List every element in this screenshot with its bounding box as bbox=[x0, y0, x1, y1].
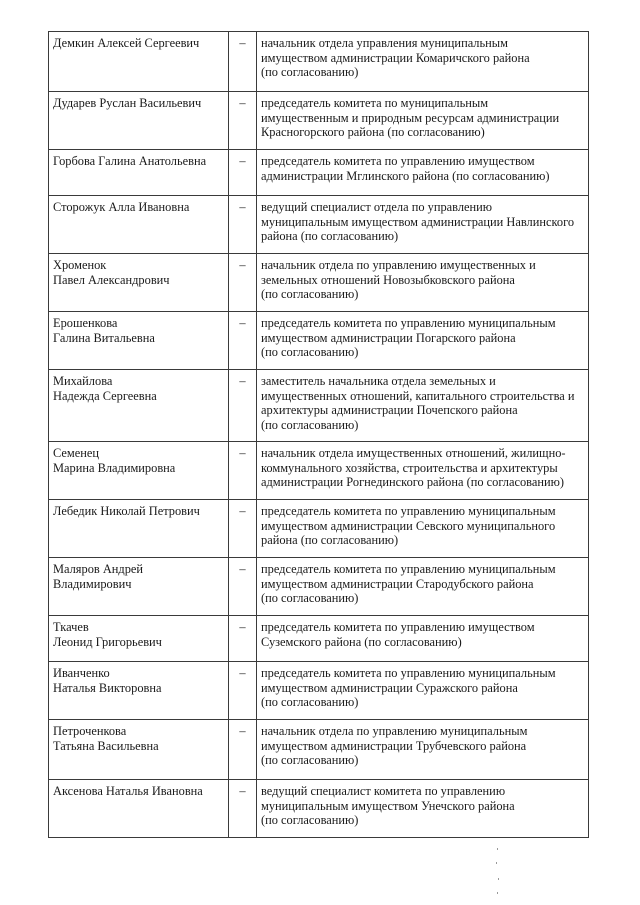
member-position-line: земельных отношений Новозыбковского района bbox=[261, 272, 515, 287]
member-position-line: муниципальным имуществом администрации Навлинского bbox=[261, 214, 575, 229]
member-position-line: Суземского района (по согласованию) bbox=[261, 634, 462, 649]
member-position-line: начальник отдела управления муниципальным bbox=[261, 36, 508, 50]
member-name-line: Михайлова bbox=[53, 374, 113, 388]
table-row bbox=[49, 442, 589, 500]
dash-separator-cell bbox=[229, 720, 257, 780]
member-position-cell bbox=[257, 720, 589, 780]
dash-separator-cell bbox=[229, 150, 257, 196]
member-position-cell bbox=[257, 150, 589, 196]
member-position-line: председатель комитета по муниципальным bbox=[261, 96, 489, 110]
member-position-cell bbox=[257, 32, 589, 92]
member-name-cell bbox=[49, 662, 229, 720]
table-row bbox=[49, 32, 589, 92]
table-row bbox=[49, 196, 589, 254]
member-name-cell bbox=[49, 442, 229, 500]
member-position-line: района (по согласованию) bbox=[261, 533, 399, 548]
member-position-cell bbox=[257, 92, 589, 150]
member-name-line: Марина Владимировна bbox=[53, 460, 176, 475]
member-name-line: Сторожук Алла Ивановна bbox=[53, 200, 190, 214]
member-position-cell bbox=[257, 558, 589, 616]
document-page bbox=[48, 31, 588, 838]
dash-separator-cell bbox=[229, 370, 257, 442]
dash-separator-cell bbox=[229, 254, 257, 312]
dash-separator: – bbox=[239, 374, 246, 388]
table-body bbox=[49, 32, 589, 838]
member-name-line: Владимирович bbox=[53, 576, 132, 591]
member-position-line: администрации Мглинского района (по согласованию) bbox=[261, 168, 550, 183]
table-row bbox=[49, 662, 589, 720]
member-position-line: (по согласованию) bbox=[261, 287, 359, 302]
table-row bbox=[49, 500, 589, 558]
member-position-cell bbox=[257, 254, 589, 312]
table-row bbox=[49, 558, 589, 616]
table-row bbox=[49, 312, 589, 370]
dash-separator: – bbox=[239, 258, 246, 272]
member-name-line: Петроченкова bbox=[53, 724, 127, 738]
member-name-cell bbox=[49, 720, 229, 780]
member-position-line: (по согласованию) bbox=[261, 345, 359, 360]
table-row bbox=[49, 254, 589, 312]
dash-separator: – bbox=[239, 154, 246, 168]
member-name-line: Семенец bbox=[53, 446, 100, 460]
member-position-line: (по согласованию) bbox=[261, 753, 359, 768]
member-name-line: Галина Витальевна bbox=[53, 330, 155, 345]
dash-separator-cell bbox=[229, 616, 257, 662]
member-position-line: ведущий специалист комитета по управлению bbox=[261, 784, 506, 798]
member-position-line: администрации Рогнединского района (по согласованию) bbox=[261, 475, 564, 490]
member-position-line: имуществом администрации Севского муниципального bbox=[261, 518, 556, 533]
dash-separator: – bbox=[239, 446, 246, 460]
member-position-cell bbox=[257, 442, 589, 500]
member-name-line: Горбова Галина Анатольевна bbox=[53, 154, 207, 168]
member-position-line: ведущий специалист отдела по управлению bbox=[261, 200, 493, 214]
dash-separator-cell bbox=[229, 32, 257, 92]
dash-separator-cell bbox=[229, 92, 257, 150]
member-name-cell bbox=[49, 254, 229, 312]
member-position-line: архитектуры администрации Почепского района bbox=[261, 403, 518, 418]
member-position-line: председатель комитета по управлению муниципальным bbox=[261, 562, 556, 576]
member-name-cell bbox=[49, 32, 229, 92]
dash-separator: – bbox=[239, 784, 246, 798]
dash-separator-cell bbox=[229, 442, 257, 500]
member-name-line: Аксенова Наталья Ивановна bbox=[53, 784, 203, 798]
dash-separator: – bbox=[239, 200, 246, 214]
member-name-cell bbox=[49, 92, 229, 150]
member-position-line: начальник отдела по управлению имущественных и bbox=[261, 258, 536, 272]
member-name-line: Ткачев bbox=[53, 620, 89, 634]
member-position-line: председатель комитета по управлению муниципальным bbox=[261, 316, 556, 330]
member-name-cell bbox=[49, 312, 229, 370]
member-position-line: Красногорского района (по согласованию) bbox=[261, 125, 485, 140]
dash-separator-cell bbox=[229, 196, 257, 254]
member-position-line: (по согласованию) bbox=[261, 695, 359, 710]
member-position-line: (по согласованию) bbox=[261, 591, 359, 606]
member-name-line: Иванченко bbox=[53, 666, 110, 680]
member-name-line: Лебедик Николай Петрович bbox=[53, 504, 200, 518]
member-name-line: Маляров Андрей bbox=[53, 562, 144, 576]
table-row bbox=[49, 92, 589, 150]
scan-specks bbox=[496, 848, 500, 898]
member-name-line: Павел Александрович bbox=[53, 272, 170, 287]
table-row bbox=[49, 370, 589, 442]
member-position-line: (по согласованию) bbox=[261, 417, 359, 432]
member-position-line: председатель комитета по управлению имуществом bbox=[261, 154, 535, 168]
member-position-line: имуществом администрации Суражского района bbox=[261, 680, 518, 695]
table-row bbox=[49, 720, 589, 780]
member-position-line: имуществом администрации Трубчевского района bbox=[261, 738, 527, 753]
dash-separator: – bbox=[239, 724, 246, 738]
member-position-line: председатель комитета по управлению имуществом bbox=[261, 620, 535, 634]
member-name-line: Ерошенкова bbox=[53, 316, 118, 330]
member-name-line: Дударев Руслан Васильевич bbox=[53, 96, 202, 110]
member-position-line: председатель комитета по управлению муниципальным bbox=[261, 504, 556, 518]
dash-separator: – bbox=[239, 504, 246, 518]
table-row bbox=[49, 616, 589, 662]
member-name-line: Надежда Сергеевна bbox=[53, 388, 157, 403]
member-name-cell bbox=[49, 370, 229, 442]
member-position-cell bbox=[257, 312, 589, 370]
dash-separator: – bbox=[239, 620, 246, 634]
member-name-cell bbox=[49, 500, 229, 558]
member-position-line: имуществом администрации Стародубского района bbox=[261, 576, 534, 591]
member-position-line: муниципальным имуществом Унечского района bbox=[261, 798, 515, 813]
member-name-line: Татьяна Васильевна bbox=[53, 738, 159, 753]
member-position-line: района (по согласованию) bbox=[261, 229, 399, 244]
member-position-cell bbox=[257, 780, 589, 838]
member-name-line: Наталья Викторовна bbox=[53, 680, 162, 695]
table-row bbox=[49, 150, 589, 196]
member-name-cell bbox=[49, 616, 229, 662]
table-row bbox=[49, 780, 589, 838]
member-position-line: имуществом администрации Погарского района bbox=[261, 330, 516, 345]
commission-members-table bbox=[48, 31, 589, 838]
member-position-cell bbox=[257, 196, 589, 254]
member-position-cell bbox=[257, 500, 589, 558]
dash-separator-cell bbox=[229, 500, 257, 558]
dash-separator: – bbox=[239, 666, 246, 680]
member-name-cell bbox=[49, 558, 229, 616]
dash-separator: – bbox=[239, 36, 246, 50]
member-position-cell bbox=[257, 662, 589, 720]
member-position-line: (по согласованию) bbox=[261, 65, 359, 80]
member-position-line: коммунального хозяйства, строительства и архитектуры bbox=[261, 460, 558, 475]
member-position-line: заместитель начальника отдела земельных и bbox=[261, 374, 496, 388]
member-position-line: начальник отдела имущественных отношений, жилищно- bbox=[261, 446, 566, 460]
member-position-line: имущественным и природным ресурсам администрации bbox=[261, 110, 560, 125]
member-name-line: Леонид Григорьевич bbox=[53, 634, 162, 649]
member-position-line: начальник отдела по управлению муниципальным bbox=[261, 724, 528, 738]
dash-separator-cell bbox=[229, 312, 257, 370]
member-position-line: председатель комитета по управлению муниципальным bbox=[261, 666, 556, 680]
member-position-line: имуществом администрации Комаричского района bbox=[261, 50, 530, 65]
dash-separator: – bbox=[239, 316, 246, 330]
member-name-cell bbox=[49, 780, 229, 838]
dash-separator: – bbox=[239, 96, 246, 110]
member-position-line: имущественных отношений, капитального строительства и bbox=[261, 388, 575, 403]
dash-separator-cell bbox=[229, 780, 257, 838]
dash-separator-cell bbox=[229, 558, 257, 616]
member-name-line: Хроменок bbox=[53, 258, 107, 272]
member-position-line: (по согласованию) bbox=[261, 813, 359, 828]
member-position-cell bbox=[257, 370, 589, 442]
member-position-cell bbox=[257, 616, 589, 662]
member-name-cell bbox=[49, 196, 229, 254]
member-name-line: Демкин Алексей Сергеевич bbox=[53, 36, 200, 50]
member-name-cell bbox=[49, 150, 229, 196]
dash-separator: – bbox=[239, 562, 246, 576]
dash-separator-cell bbox=[229, 662, 257, 720]
